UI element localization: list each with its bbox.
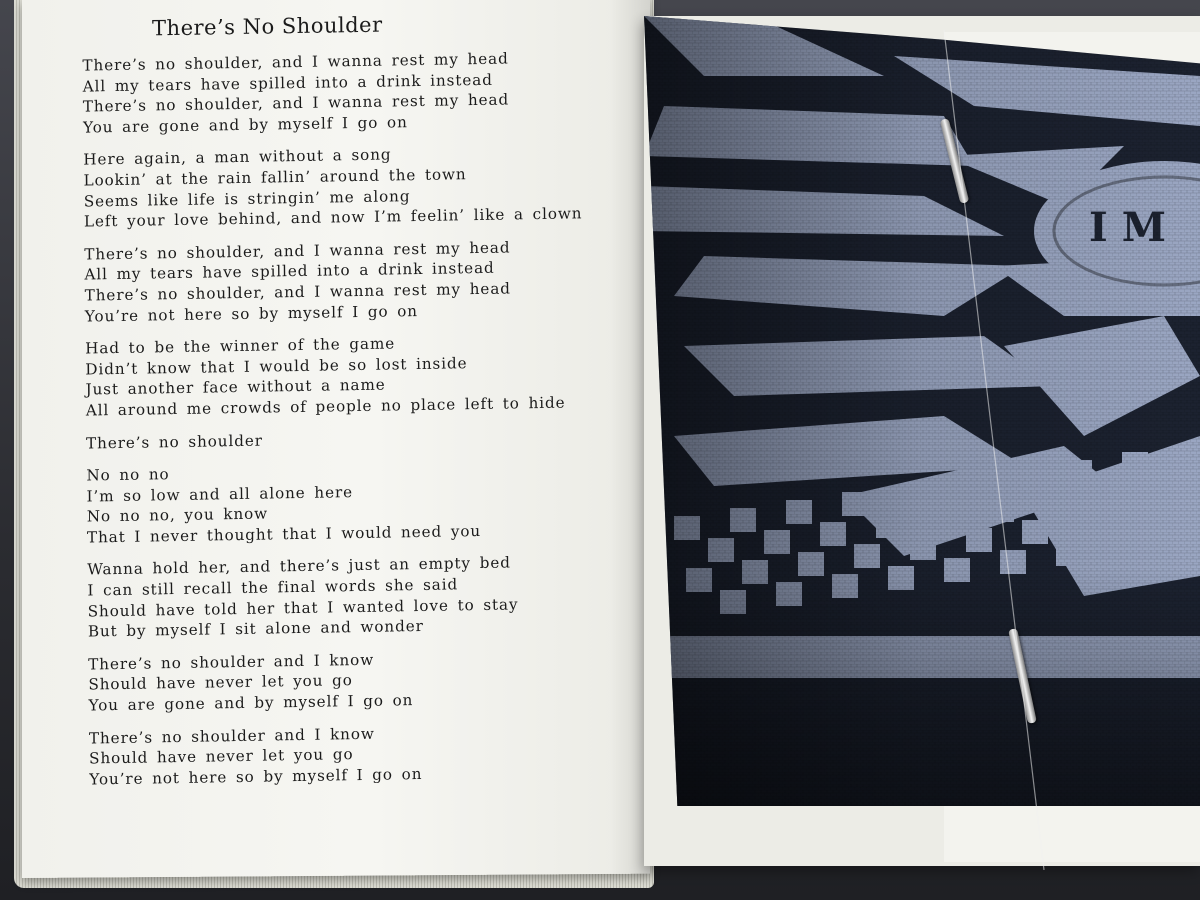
lyrics-stanza [85, 329, 646, 421]
lyrics-stanza [89, 719, 650, 790]
lyric-line: That I never thought that I would need you [86, 521, 482, 547]
lyric-line: All around me crowds of people no place left to hide [85, 393, 566, 420]
lyric-line: Had to be the winner of the game [85, 334, 396, 358]
lyrics-stanza [86, 456, 647, 548]
imagine-mosaic-photo [644, 16, 1200, 806]
lyrics-stanza [87, 551, 648, 643]
lyric-line: You are gone and by myself I go on [82, 112, 408, 137]
lyrics-stanza [82, 46, 643, 138]
lyric-line: All my tears have spilled into a drink instead [84, 259, 495, 284]
lyric-line: Should have never let you go [89, 745, 354, 768]
lyric-line: No no no, you know [86, 504, 269, 526]
lyrics-stanza [83, 141, 644, 233]
lyric-line: Should have told her that I wanted love to stay [87, 595, 519, 621]
lyric-line: You’re not here so by myself I go on [84, 301, 418, 326]
lyric-line: You’re not here so by myself I go on [89, 764, 423, 789]
lyric-line: You are gone and by myself I go on [88, 691, 414, 715]
lyrics-block [82, 8, 650, 802]
lyric-line: Here again, a man without a song [83, 145, 392, 169]
lyric-line: I can still recall the final words she said [87, 575, 459, 600]
lyric-line: Wanna hold her, and there’s just an empty bed [87, 553, 511, 579]
lyric-line: There’s no shoulder, and I wanna rest my head [82, 90, 510, 116]
bottom-shadow-overlay [644, 16, 1200, 806]
lyrics-stanza [86, 424, 646, 454]
lyric-line: There’s no shoulder and I know [88, 650, 375, 674]
song-title: There’s No Shoulder [151, 12, 383, 41]
lyrics-stanza [84, 235, 645, 327]
lyric-line: Seems like life is stringin’ me along [83, 186, 411, 211]
lyric-line: But by myself I sit alone and wonder [87, 617, 424, 641]
lyrics-stanzas [82, 46, 649, 790]
lyric-line: There’s no shoulder [85, 431, 263, 453]
lyric-line: Just another face without a name [85, 375, 386, 399]
lyric-line: Left your love behind, and now I’m feelin’ like a clown [83, 204, 583, 231]
lyric-line: There’s no shoulder and I know [88, 724, 375, 748]
lyric-line: No no no [86, 465, 170, 485]
lyric-line: Didn’t know that I would be so lost inside [85, 353, 468, 379]
lyric-line: There’s no shoulder, and I wanna rest my head [84, 238, 511, 264]
lyric-line: There’s no shoulder, and I wanna rest my head [82, 49, 509, 75]
lyrics-page [22, 0, 650, 878]
lyric-line: Lookin’ at the rain fallin’ around the town [83, 165, 467, 190]
lyric-line: I’m so low and all alone here [86, 482, 354, 506]
lyric-line: All my tears have spilled into a drink instead [82, 70, 493, 96]
mosaic-illustration [644, 16, 1200, 806]
lyric-line: There’s no shoulder, and I wanna rest my head [84, 279, 511, 305]
lyrics-stanza [88, 645, 649, 716]
lyric-line: Should have never let you go [88, 671, 353, 694]
